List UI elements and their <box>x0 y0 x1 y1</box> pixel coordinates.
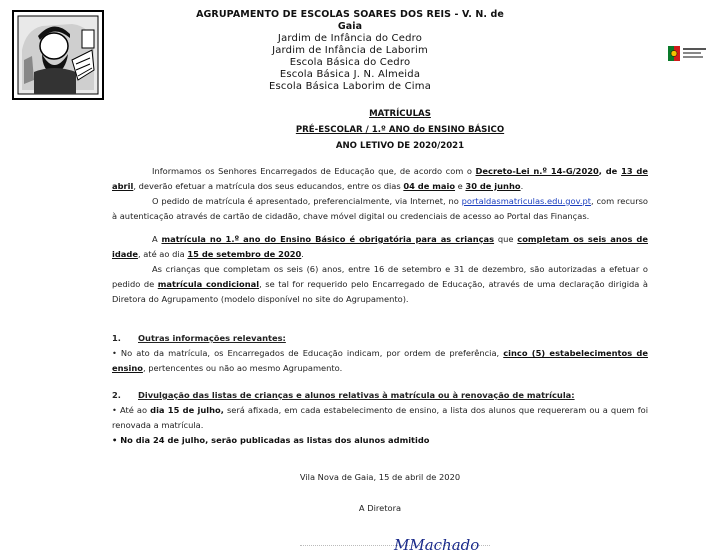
text: , de <box>598 166 622 176</box>
date: 04 de maio <box>403 181 456 191</box>
emphasis: matrícula no 1.º ano do Ensino Básico é obrigatória para as crianças <box>161 234 495 244</box>
paragraph-mandatory-enrollment <box>112 232 648 262</box>
signature-text: MMachado <box>394 536 480 554</box>
bullet-icon: • <box>112 348 117 358</box>
title-line: MATRÍCULAS <box>369 109 431 119</box>
emphasis: completam os seis anos de idade <box>112 234 649 259</box>
decree-reference: Decreto-Lei n.º 14-G/2020 <box>475 166 599 176</box>
list-item <box>112 403 648 433</box>
section-title: Divulgação das listas de crianças e alunos relativas à matrícula ou à renovação de matrícula: <box>138 390 575 400</box>
paragraph-enrollment-dates <box>112 164 648 194</box>
text: A <box>152 234 162 244</box>
list-item <box>112 433 648 448</box>
date: 13 de abril <box>112 166 648 191</box>
text: No ato da matrícula, os Encarregados de Educação indicam, por ordem de preferência, <box>116 348 504 358</box>
document-title <box>190 106 610 154</box>
text: , deverão efetuar a matrícula dos seus educandos, entre os dias <box>133 181 404 191</box>
school-group-name: AGRUPAMENTO DE ESCOLAS SOARES DOS REIS - V. N. de Gaia <box>196 9 504 32</box>
section-heading <box>112 388 648 403</box>
signature <box>392 528 480 556</box>
text: será afixada, em cada estabelecimento de ensino, a lista dos alunos que requereram ou a quem foi renovada a matrícula. <box>112 405 648 430</box>
portal-link[interactable]: portaldasmatriculas.edu.gov.pt <box>461 196 592 206</box>
place-date: Vila Nova de Gaia, 15 de abril de 2020 <box>299 472 461 482</box>
section-number: 1. <box>112 333 121 343</box>
school-name: Jardim de Infância do Cedro <box>277 33 423 44</box>
text: , até ao dia <box>137 249 188 259</box>
section-title: Outras informações relevantes: <box>138 333 286 343</box>
bullet-icon: • <box>112 405 117 415</box>
signatory-role: A Diretora <box>358 503 402 513</box>
school-name: Escola Básica J. N. Almeida <box>279 69 421 80</box>
school-name: Escola Básica do Cedro <box>289 57 411 68</box>
text: As crianças que completam os seis (6) anos, entre 16 de setembro e 31 de dezembro, são autorizadas a efetuar o pedido de <box>112 264 648 289</box>
emphasis: matrícula condicional <box>157 279 260 289</box>
text: No dia 24 de julho, serão publicadas as listas dos alunos admitido <box>117 435 430 445</box>
section-heading <box>112 331 648 346</box>
title-line: ANO LETIVO DE 2020/2021 <box>335 141 465 151</box>
paragraph-online-request <box>112 194 648 224</box>
text: e <box>455 181 466 191</box>
text: Informamos os Senhores Encarregados de Educação que, de acordo com o <box>152 166 476 176</box>
text: . <box>520 181 524 191</box>
document-body <box>112 164 648 448</box>
text: O pedido de matrícula é apresentado, preferencialmente, via Internet, no <box>152 196 462 206</box>
bullet-icon: • <box>112 435 118 445</box>
school-name: Escola Básica Laborim de Cima <box>268 81 432 92</box>
list-item <box>112 346 648 376</box>
section-number: 2. <box>112 390 121 400</box>
text: , se tal for requerido pelo Encarregado de Educação, através de uma declaração dirigida à Diretora do Agrupamento (modelo disponível no site do Agrupamento). <box>112 279 649 304</box>
date: 30 de junho <box>465 181 521 191</box>
emphasis: dia 15 de julho, <box>150 405 224 415</box>
text: Até ao <box>116 405 151 415</box>
school-header <box>190 9 510 93</box>
text: , com recurso à autenticação através de cartão de cidadão, chave móvel digital ou credenciais de acesso ao Portal das Finanças. <box>112 196 648 221</box>
school-name: Jardim de Infância de Laborim <box>272 45 428 56</box>
text: . <box>301 249 304 259</box>
text: que <box>494 234 518 244</box>
date: 15 de setembro de 2020 <box>187 249 302 259</box>
title-line: PRÉ-ESCOLAR / 1.º ANO do ENSINO BÁSICO <box>295 125 505 135</box>
paragraph-conditional-enrollment <box>112 262 648 307</box>
school-logo <box>12 10 104 100</box>
emphasis: cinco (5) estabelecimentos de ensino <box>112 348 648 373</box>
ministry-logo <box>668 43 708 65</box>
text: , pertencentes ou não ao mesmo Agrupamento. <box>142 363 343 373</box>
